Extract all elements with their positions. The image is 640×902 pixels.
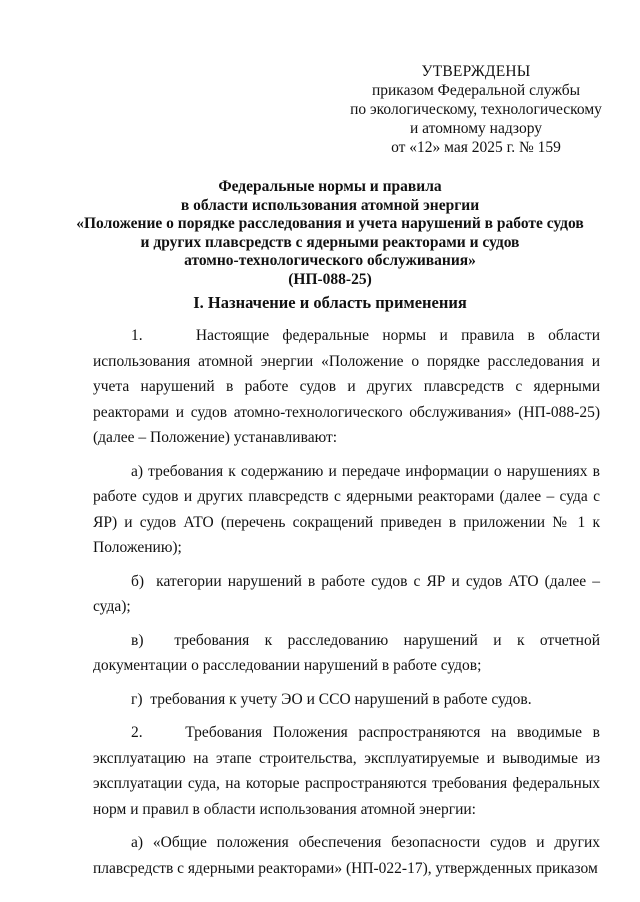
section-heading: I. Назначение и область применения: [193, 293, 467, 312]
title-line: атомно-технологического обслуживания»: [184, 252, 476, 269]
approval-block: [330, 62, 622, 157]
approval-title: УТВЕРЖДЕНЫ: [421, 63, 531, 80]
paragraph-1c: в) требования к расследованию нарушений и к отчетной документации о расследовании нарушений в работе судов;: [93, 631, 600, 674]
paragraph-2a: а) «Общие положения обеспечения безопасности судов и других плавсредств с ядерными реакторами» (НП-022-17), утвержденных приказом: [93, 834, 600, 877]
approval-line: по экологическому, технологическому: [350, 101, 602, 118]
paragraph-1d: г) требования к учету ЭО и ССО нарушений в работе судов.: [131, 690, 532, 708]
title-line: «Положение о порядке расследования и учета нарушений в работе судов: [76, 215, 584, 232]
document-title: [70, 178, 590, 289]
document-code: (НП-088-25): [288, 270, 372, 288]
approval-line: приказом Федеральной службы: [371, 82, 581, 99]
paragraph-1b: б) категории нарушений в работе судов с ЯР и судов АТО (далее – суда);: [93, 572, 600, 615]
paragraph-1: 1. Настоящие федеральные нормы и правила в области использования атомной энергии «Положение о порядке расследования и учета нарушений в работе судов и других плавсредств с ядерными реакторами и судов атомно-технологического обслуживания» (НП-088-25) (далее – Положение) устанавливают:: [93, 327, 600, 446]
approval-date: от «12» мая 2025 г. № 159: [391, 139, 561, 156]
approval-line: и атомному надзору: [410, 120, 542, 137]
document-body: [93, 323, 600, 881]
title-line: Федеральные нормы и правила: [218, 178, 442, 195]
title-line: и других плавсредств с ядерными реакторами и судов: [140, 233, 520, 251]
title-line: в области использования атомной энергии: [180, 196, 480, 214]
paragraph-1a: а) требования к содержанию и передаче информации о нарушениях в работе судов и других плавсредств с ядерными реакторами (далее – суда с ЯР) и судов АТО (перечень сокращений приведен в приложении № 1 к Положению);: [93, 462, 600, 556]
paragraph-2: 2. Требования Положения распространяются на вводимые в эксплуатацию на этапе строительства, эксплуатируемые и выводимые из эксплуатации суда, на которые распространяются требования федеральных норм и правил в области использования атомной энергии:: [93, 724, 600, 818]
